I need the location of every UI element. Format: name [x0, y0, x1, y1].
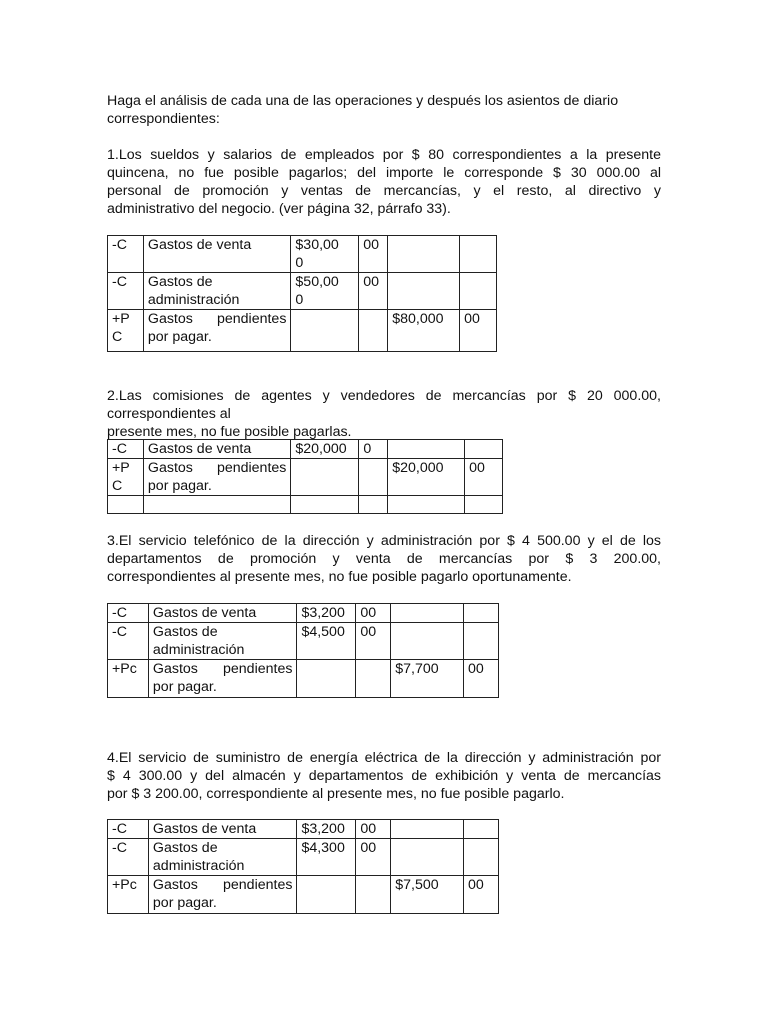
credit-cents: 00 [464, 660, 499, 698]
credit-cents [464, 839, 499, 876]
table-row [108, 820, 499, 839]
account-code: -C [108, 236, 144, 273]
credit-cents: 00 [465, 459, 503, 496]
account-code: +Pc [108, 660, 149, 698]
operation-1-text [107, 146, 661, 218]
credit-cents [465, 496, 503, 514]
debit-amount: $4,500 [297, 623, 356, 660]
table-row [108, 660, 499, 698]
op1-line-1: 1.Los sueldos y salarios de empleados por $ 80 correspondientes a la presente [107, 147, 661, 163]
account-name: Gastos de venta [143, 236, 291, 273]
intro-line-1: Haga el análisis de cada una de las operaciones y después los asientos de diario [107, 93, 619, 109]
debit-amount: $3,200 [297, 820, 356, 839]
credit-amount: $7,700 [391, 660, 464, 698]
table-row [108, 623, 499, 660]
account-name: Gastos de administración [143, 273, 291, 310]
account-name: Gastos de venta [143, 440, 290, 459]
credit-amount [391, 604, 464, 623]
account-name: Gastos de venta [148, 604, 297, 623]
table-row [108, 839, 499, 876]
debit-cents [356, 876, 391, 914]
debit-cents: 00 [356, 604, 391, 623]
intro-paragraph [107, 92, 661, 128]
account-code: +P C [108, 459, 144, 496]
debit-cents: 00 [359, 236, 388, 273]
op2-line-3: presente mes, no fue posible pagarlas. [107, 424, 352, 440]
credit-cents [460, 236, 497, 273]
credit-cents: 00 [460, 310, 497, 352]
table-row [108, 273, 497, 310]
op3-line-2: departamentos de promoción y venta de mercancías por $ 3 200.00, [107, 551, 661, 567]
op1-line-4: administrativo del negocio. (ver página 32, párrafo 33). [107, 201, 451, 217]
journal-table-2 [107, 439, 503, 514]
debit-amount [291, 459, 359, 496]
op2-line-2: correspondientes al [107, 406, 231, 422]
debit-cents [359, 496, 388, 514]
debit-amount: $3,200 [297, 604, 356, 623]
debit-cents: 00 [356, 839, 391, 876]
table-row [108, 459, 503, 496]
credit-amount: $20,000 [388, 459, 465, 496]
debit-amount [297, 876, 356, 914]
op3-line-3: correspondientes al presente mes, no fue posible pagarlo oportunamente. [107, 569, 572, 585]
credit-amount: $80,000 [388, 310, 460, 352]
table-row [108, 604, 499, 623]
credit-cents: 00 [464, 876, 499, 914]
account-code: -C [108, 604, 149, 623]
op4-line-2: $ 4 300.00 y del almacén y departamentos de exhibición y venta de mercancías [107, 768, 661, 784]
table-row [108, 440, 503, 459]
account-code: +P C [108, 310, 144, 352]
account-code: -C [108, 440, 144, 459]
credit-amount [388, 440, 465, 459]
credit-cents [465, 440, 503, 459]
table-row [108, 876, 499, 914]
credit-amount [388, 236, 460, 273]
debit-amount: $30,00 0 [291, 236, 359, 273]
account-name [143, 496, 290, 514]
debit-cents: 00 [356, 820, 391, 839]
credit-amount [388, 496, 465, 514]
journal-table-3 [107, 603, 499, 698]
credit-cents [464, 623, 499, 660]
debit-amount: $4,300 [297, 839, 356, 876]
debit-amount: $20,000 [291, 440, 359, 459]
debit-cents [359, 310, 388, 352]
op1-line-2: quincena, no fue posible pagarlos; del importe le corresponde $ 30 000.00 al [107, 165, 661, 181]
operation-2-text [107, 387, 661, 441]
operation-3-text [107, 532, 661, 586]
table-row [108, 236, 497, 273]
intro-line-2: correspondientes: [107, 111, 220, 127]
credit-amount [391, 839, 464, 876]
account-code: -C [108, 820, 149, 839]
credit-amount [391, 623, 464, 660]
debit-amount [297, 660, 356, 698]
debit-cents: 00 [356, 623, 391, 660]
table-row [108, 310, 497, 352]
account-code: +Pc [108, 876, 149, 914]
account-name: Gastos pendientes por pagar. [148, 876, 297, 914]
debit-cents [356, 660, 391, 698]
debit-cents: 00 [359, 273, 388, 310]
account-name: Gastos de administración [148, 839, 297, 876]
op2-line-1: 2.Las comisiones de agentes y vendedores de mercancías por $ 20 000.00, [107, 388, 661, 404]
debit-amount: $50,00 0 [291, 273, 359, 310]
account-code: -C [108, 623, 149, 660]
operation-4-text [107, 749, 661, 803]
op1-line-3: personal de promoción y ventas de mercancías, y el resto, al directivo y [107, 183, 661, 199]
journal-table-1 [107, 235, 497, 352]
credit-amount [391, 820, 464, 839]
debit-amount [291, 496, 359, 514]
debit-amount [291, 310, 359, 352]
credit-amount: $7,500 [391, 876, 464, 914]
debit-cents [359, 459, 388, 496]
op3-line-1: 3.El servicio telefónico de la dirección y administración por $ 4 500.00 y el de los [107, 533, 661, 549]
account-code [108, 496, 144, 514]
account-name: Gastos de venta [148, 820, 297, 839]
credit-cents [464, 820, 499, 839]
op4-line-1: 4.El servicio de suministro de energía eléctrica de la dirección y administración por [107, 750, 661, 766]
account-name: Gastos pendientes por pagar. [148, 660, 297, 698]
account-name: Gastos de administración [148, 623, 297, 660]
credit-cents [464, 604, 499, 623]
table-row [108, 496, 503, 514]
account-name: Gastos pendientes por pagar. [143, 310, 291, 352]
op4-line-3: por $ 3 200.00, correspondiente al presente mes, no fue posible pagarlo. [107, 786, 565, 802]
credit-cents [460, 273, 497, 310]
journal-table-4 [107, 819, 499, 914]
account-name: Gastos pendientes por pagar. [143, 459, 290, 496]
account-code: -C [108, 839, 149, 876]
credit-amount [388, 273, 460, 310]
debit-cents: 0 [359, 440, 388, 459]
account-code: -C [108, 273, 144, 310]
